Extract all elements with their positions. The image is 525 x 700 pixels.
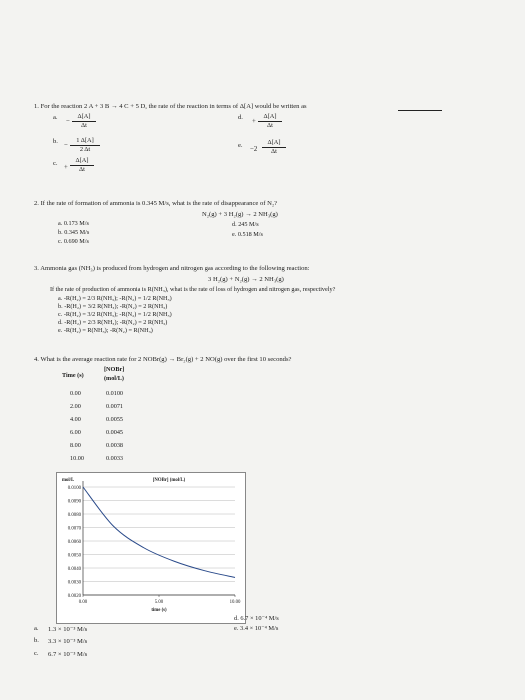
q1-option-b-fraction [70, 138, 100, 154]
q4-option-b-label: b. [34, 637, 39, 644]
table-cell-time: 0.00 [70, 390, 81, 397]
table-cell-concentration: 0.0045 [106, 429, 124, 436]
q4-table-header-nobr: [NOBr] [104, 366, 125, 373]
q1-option-e-numerator: Δ[A] [267, 139, 281, 146]
chart-y-tick-label: 0.0100 [67, 486, 81, 491]
chart-title: [NOBr] (mol/L) [152, 478, 186, 483]
table-cell-time: 2.00 [70, 403, 81, 410]
table-cell-time: 4.00 [70, 416, 81, 423]
q2-option-e: e. 0.518 M/s [232, 231, 263, 238]
q1-option-c-sign: + [64, 164, 68, 171]
chart-x-axis-label: time (s) [151, 608, 167, 613]
q3-option-b: b. -R(H₂) = 3/2 R(NH₃); -R(N₂) = 2 R(NH₃) [58, 303, 168, 310]
q1-option-e-fraction [262, 140, 286, 156]
q1-option-b-numerator: 1 Δ[A] [76, 137, 94, 144]
chart-y-axis-label: mol/L [62, 478, 75, 483]
table-cell-time: 10.00 [70, 455, 84, 462]
table-cell-time: 6.00 [70, 429, 81, 436]
table-cell-concentration: 0.0033 [106, 455, 124, 462]
q1-option-e-sign: −2 [250, 146, 258, 153]
chart-y-tick-label: 0.0080 [67, 513, 81, 518]
table-cell-time: 8.00 [70, 442, 81, 449]
q2-option-c: c. 0.690 M/s [58, 238, 89, 245]
q1-option-d-denominator: Δt [267, 122, 273, 130]
q1-option-b-denominator: 2 Δt [79, 146, 91, 154]
nobr-chart [56, 472, 246, 624]
table-cell-concentration: 0.0055 [106, 416, 124, 423]
chart-y-tick-label: 0.0070 [67, 526, 81, 532]
q1-option-c-fraction [70, 158, 94, 174]
q3-option-a: a. -R(H₂) = 2/3 R(NH₃); -R(N₂) = 1/2 R(NH₃) [58, 295, 172, 302]
q4-option-e: e. 3.4 × 10⁻⁴ M/s [234, 625, 279, 632]
q1-option-a-numerator: Δ[A] [77, 113, 91, 120]
q3-option-d: d. -R(H₂) = 2/3 R(NH₃); -R(N₂) = 2 R(NH₃) [58, 319, 168, 326]
q4-option-d: d. 6.7 × 10⁻⁴ M/s [234, 615, 279, 622]
q1-option-d-fraction [258, 114, 282, 130]
q1-option-d-numerator: Δ[A] [263, 113, 277, 120]
q1-answer-blank[interactable] [398, 110, 442, 111]
chart-y-tick-label: 0.0040 [67, 567, 81, 572]
nobr-chart-svg [57, 473, 245, 623]
q2-option-a: a. 0.173 M/s [58, 220, 89, 227]
q4-option-c: 6.7 × 10⁻³ M/s [48, 651, 88, 658]
q4-prompt: 4. What is the average reaction rate for 2 NOBr(g) → Br₂(g) + 2 NO(g) over the first 10 seconds? [34, 356, 292, 363]
q3-reaction: 3 H₂(g) + N₂(g) → 2 NH₃(g) [208, 276, 284, 283]
chart-x-tick-label: 5.00 [154, 600, 164, 605]
chart-y-tick-label: 0.0020 [67, 594, 81, 599]
q1-option-e-denominator: Δt [271, 148, 277, 156]
q2-reaction: N₂(g) + 3 H₂(g) → 2 NH₃(g) [202, 211, 278, 218]
chart-y-tick-label: 0.0060 [67, 540, 81, 545]
q3-prompt: 3. Ammonia gas (NH₃) is produced from hydrogen and nitrogen gas according to the following reaction: [34, 265, 310, 272]
q3-option-e: e. -R(H₂) = R(NH₃); -R(N₂) = R(NH₃) [58, 327, 153, 334]
q1-option-b-sign: − [64, 142, 68, 149]
q4-option-c-label: c. [34, 650, 39, 657]
q2-option-d: d. 245 M/s [232, 221, 259, 228]
q1-option-c-numerator: Δ[A] [75, 157, 89, 164]
chart-y-tick-label: 0.0050 [67, 553, 81, 559]
q1-option-a-denominator: Δt [81, 122, 87, 130]
q1-prompt: 1. For the reaction 2 A + 3 B → 4 C + 5 D, the rate of the reaction in terms of Δ[A] would be written as [34, 103, 307, 110]
q4-table-header-time: Time (s) [62, 372, 84, 379]
q1-option-e-label: e. [238, 142, 243, 149]
q3-option-c: c. -R(H₂) = 3/2 R(NH₃); -R(N₂) = 1/2 R(NH₃) [58, 311, 172, 318]
q1-option-b-label: b. [53, 138, 58, 145]
chart-y-tick-label: 0.0090 [67, 499, 81, 505]
q4-option-b: 3.3 × 10⁻³ M/s [48, 638, 88, 645]
q1-option-a-label: a. [53, 114, 58, 121]
q2-prompt: 2. If the rate of formation of ammonia is 0.345 M/s, what is the rate of disappearance of N₂? [34, 200, 278, 207]
q1-option-c-denominator: Δt [79, 166, 85, 174]
chart-x-tick-label: 10.00 [229, 600, 241, 605]
q1-option-d-sign: + [252, 118, 256, 125]
table-cell-concentration: 0.0071 [106, 403, 124, 410]
q1-option-c-label: c. [53, 160, 58, 167]
chart-y-tick-label: 0.0030 [67, 580, 81, 586]
q4-option-a-label: a. [34, 625, 39, 632]
table-cell-concentration: 0.0038 [106, 442, 124, 449]
q1-option-d-label: d. [238, 114, 243, 121]
q3-subprompt: If the rate of production of ammonia is R(NH₃), what is the rate of loss of hydrogen and nitrogen gas, respectively? [50, 286, 336, 293]
q1-option-a-fraction [72, 114, 96, 130]
table-cell-concentration: 0.0100 [106, 390, 124, 397]
q4-table-header-unit: (mol/L) [104, 375, 124, 382]
q2-option-b: b. 0.345 M/s [58, 229, 90, 236]
q1-option-a-sign: − [66, 118, 70, 125]
q4-option-a: 1.3 × 10⁻³ M/s [48, 626, 88, 633]
chart-x-tick-label: 0.00 [78, 600, 88, 605]
